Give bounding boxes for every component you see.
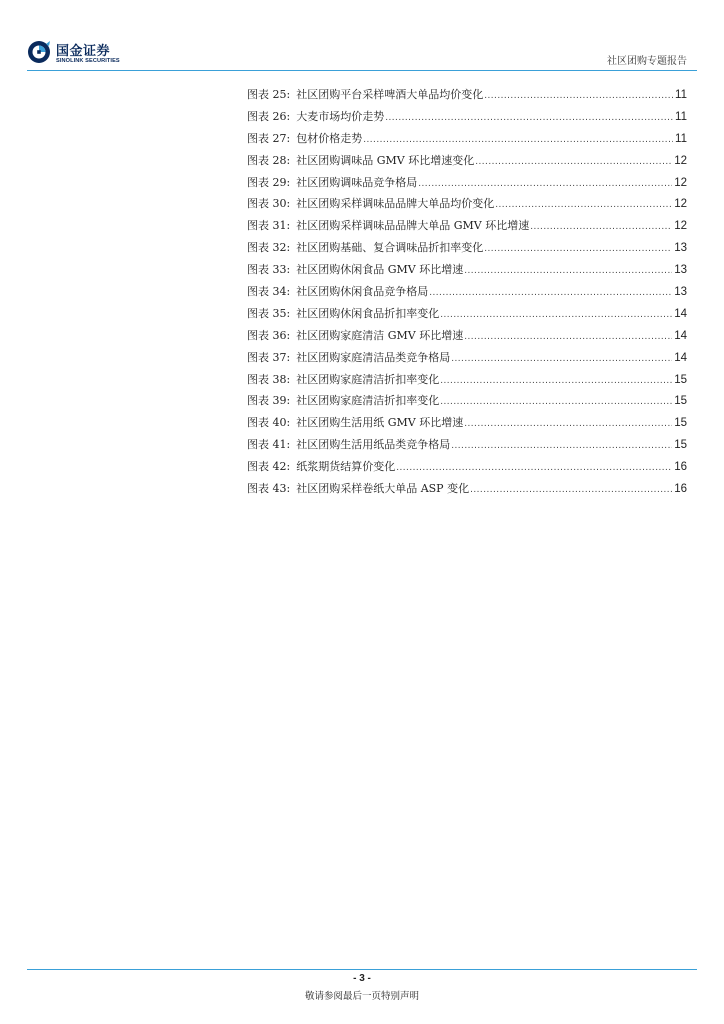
toc-leader-dots <box>464 417 672 431</box>
toc-entry-label: 图表 31: <box>247 219 291 233</box>
toc-entry-title: 社区团购调味品竞争格局 <box>296 175 418 189</box>
toc-entry-label: 图表 34: <box>247 285 291 299</box>
toc-entry[interactable] <box>247 394 687 416</box>
toc-entry-title: 社区团购基础、复合调味品折扣率变化 <box>296 241 484 255</box>
toc-entry-label: 图表 25: <box>247 88 291 101</box>
toc-entry-label: 图表 30: <box>247 197 291 211</box>
toc-leader-dots <box>530 220 672 234</box>
toc-entry-page: 13 <box>674 264 687 277</box>
toc-entry-title: 社区团购休闲食品竞争格局 <box>296 285 429 299</box>
toc-entry-title: 社区团购家庭清洁折扣率变化 <box>296 394 440 408</box>
toc-entry[interactable] <box>247 373 687 395</box>
toc-entry-page: 12 <box>674 176 687 189</box>
sinolink-logo-icon <box>27 40 51 64</box>
toc-entry-title: 纸浆期货结算价变化 <box>296 460 396 474</box>
toc-entry-page: 12 <box>674 220 687 233</box>
page-header <box>27 36 693 70</box>
toc-entry[interactable] <box>247 351 687 373</box>
toc-entry-title: 社区团购生活用纸品类竞争格局 <box>296 438 451 452</box>
toc-entry-title: 社区团购休闲食品 GMV 环比增速 <box>296 263 464 277</box>
header-divider <box>27 70 697 71</box>
toc-entry-page: 11 <box>675 110 687 123</box>
toc-entry-title: 社区团购平台采样啤酒大单品均价变化 <box>296 88 484 101</box>
toc-leader-dots <box>464 264 672 278</box>
toc-entry-label: 图表 29: <box>247 175 291 189</box>
footer-divider <box>27 969 697 970</box>
page-number: - 3 - <box>353 973 371 984</box>
toc-entry-page: 12 <box>674 154 687 167</box>
logo-chinese-name: 国金证券 <box>56 44 111 59</box>
toc-entry-label: 图表 39: <box>247 394 291 408</box>
toc-entry-label: 图表 32: <box>247 241 291 255</box>
toc-entry[interactable] <box>247 132 687 154</box>
toc-entry-page: 12 <box>674 198 687 211</box>
toc-entry-page: 11 <box>675 132 687 145</box>
toc-entry-title: 包材价格走势 <box>296 131 363 145</box>
toc-entry-label: 图表 40: <box>247 416 291 430</box>
toc-entry-label: 图表 38: <box>247 372 291 386</box>
toc-entry-title: 社区团购休闲食品折扣率变化 <box>296 306 440 320</box>
toc-entry-page: 11 <box>675 89 687 101</box>
toc-entry[interactable] <box>247 482 687 504</box>
toc-leader-dots <box>440 308 672 322</box>
toc-entry-title: 社区团购采样调味品品牌大单品 GMV 环比增速 <box>296 219 530 233</box>
toc-leader-dots <box>440 374 672 388</box>
toc-entry[interactable] <box>247 219 687 241</box>
toc-entry-label: 图表 43: <box>247 482 291 496</box>
toc-entry-label: 图表 41: <box>247 438 291 452</box>
toc-leader-dots <box>470 483 672 497</box>
toc-leader-dots <box>418 177 672 191</box>
toc-leader-dots <box>451 352 672 366</box>
toc-leader-dots <box>484 242 672 256</box>
toc-entry-page: 16 <box>674 483 687 496</box>
toc-leader-dots <box>363 133 673 147</box>
toc-entry-title: 社区团购调味品 GMV 环比增速变化 <box>296 153 475 167</box>
toc-entry-title: 大麦市场均价走势 <box>296 109 385 123</box>
table-of-figures <box>247 88 687 504</box>
toc-entry-page: 15 <box>674 373 687 386</box>
toc-leader-dots <box>385 111 673 125</box>
toc-leader-dots <box>475 155 672 169</box>
toc-entry[interactable] <box>247 285 687 307</box>
toc-entry[interactable] <box>247 197 687 219</box>
toc-leader-dots <box>396 461 672 475</box>
toc-entry-title: 社区团购家庭清洁 GMV 环比增速 <box>296 328 464 342</box>
toc-entry-label: 图表 27: <box>247 131 291 145</box>
toc-leader-dots <box>464 330 672 344</box>
toc-entry[interactable] <box>247 154 687 176</box>
toc-entry-label: 图表 33: <box>247 263 291 277</box>
toc-leader-dots <box>451 439 672 453</box>
toc-leader-dots <box>484 89 673 103</box>
toc-entry[interactable] <box>247 88 687 110</box>
toc-entry-label: 图表 35: <box>247 306 291 320</box>
toc-entry[interactable] <box>247 176 687 198</box>
toc-entry-label: 图表 26: <box>247 109 291 123</box>
toc-entry-page: 15 <box>674 395 687 408</box>
toc-entry-page: 14 <box>674 307 687 320</box>
toc-entry[interactable] <box>247 307 687 329</box>
toc-entry-label: 图表 42: <box>247 460 291 474</box>
logo-english-name: SINOLINK SECURITIES <box>56 58 120 64</box>
toc-entry[interactable] <box>247 110 687 132</box>
toc-entry[interactable] <box>247 263 687 285</box>
toc-entry-title: 社区团购采样调味品品牌大单品均价变化 <box>296 197 495 211</box>
toc-entry-page: 13 <box>674 286 687 299</box>
toc-entry-label: 图表 37: <box>247 350 291 364</box>
toc-entry-page: 13 <box>674 242 687 255</box>
toc-entry-title: 社区团购家庭清洁品类竞争格局 <box>296 350 451 364</box>
company-logo <box>27 40 137 68</box>
toc-entry[interactable] <box>247 438 687 460</box>
disclaimer-note: 敬请参阅最后一页特别声明 <box>304 991 419 1002</box>
toc-entry-title: 社区团购生活用纸 GMV 环比增速 <box>296 416 464 430</box>
toc-entry[interactable] <box>247 329 687 351</box>
toc-entry[interactable] <box>247 241 687 263</box>
toc-entry-label: 图表 28: <box>247 153 291 167</box>
toc-entry-page: 16 <box>674 461 687 474</box>
toc-entry-page: 15 <box>674 439 687 452</box>
toc-leader-dots <box>429 286 672 300</box>
toc-leader-dots <box>495 198 672 212</box>
toc-entry[interactable] <box>247 460 687 482</box>
toc-leader-dots <box>440 395 672 409</box>
toc-entry[interactable] <box>247 416 687 438</box>
toc-entry-page: 14 <box>674 351 687 364</box>
toc-entry-title: 社区团购家庭清洁折扣率变化 <box>296 372 440 386</box>
toc-entry-title: 社区团购采样卷纸大单品 ASP 变化 <box>296 482 470 496</box>
report-type-title: 社区团购专题报告 <box>607 56 687 67</box>
toc-entry-page: 15 <box>674 417 687 430</box>
toc-entry-page: 14 <box>674 329 687 342</box>
toc-entry-label: 图表 36: <box>247 328 291 342</box>
